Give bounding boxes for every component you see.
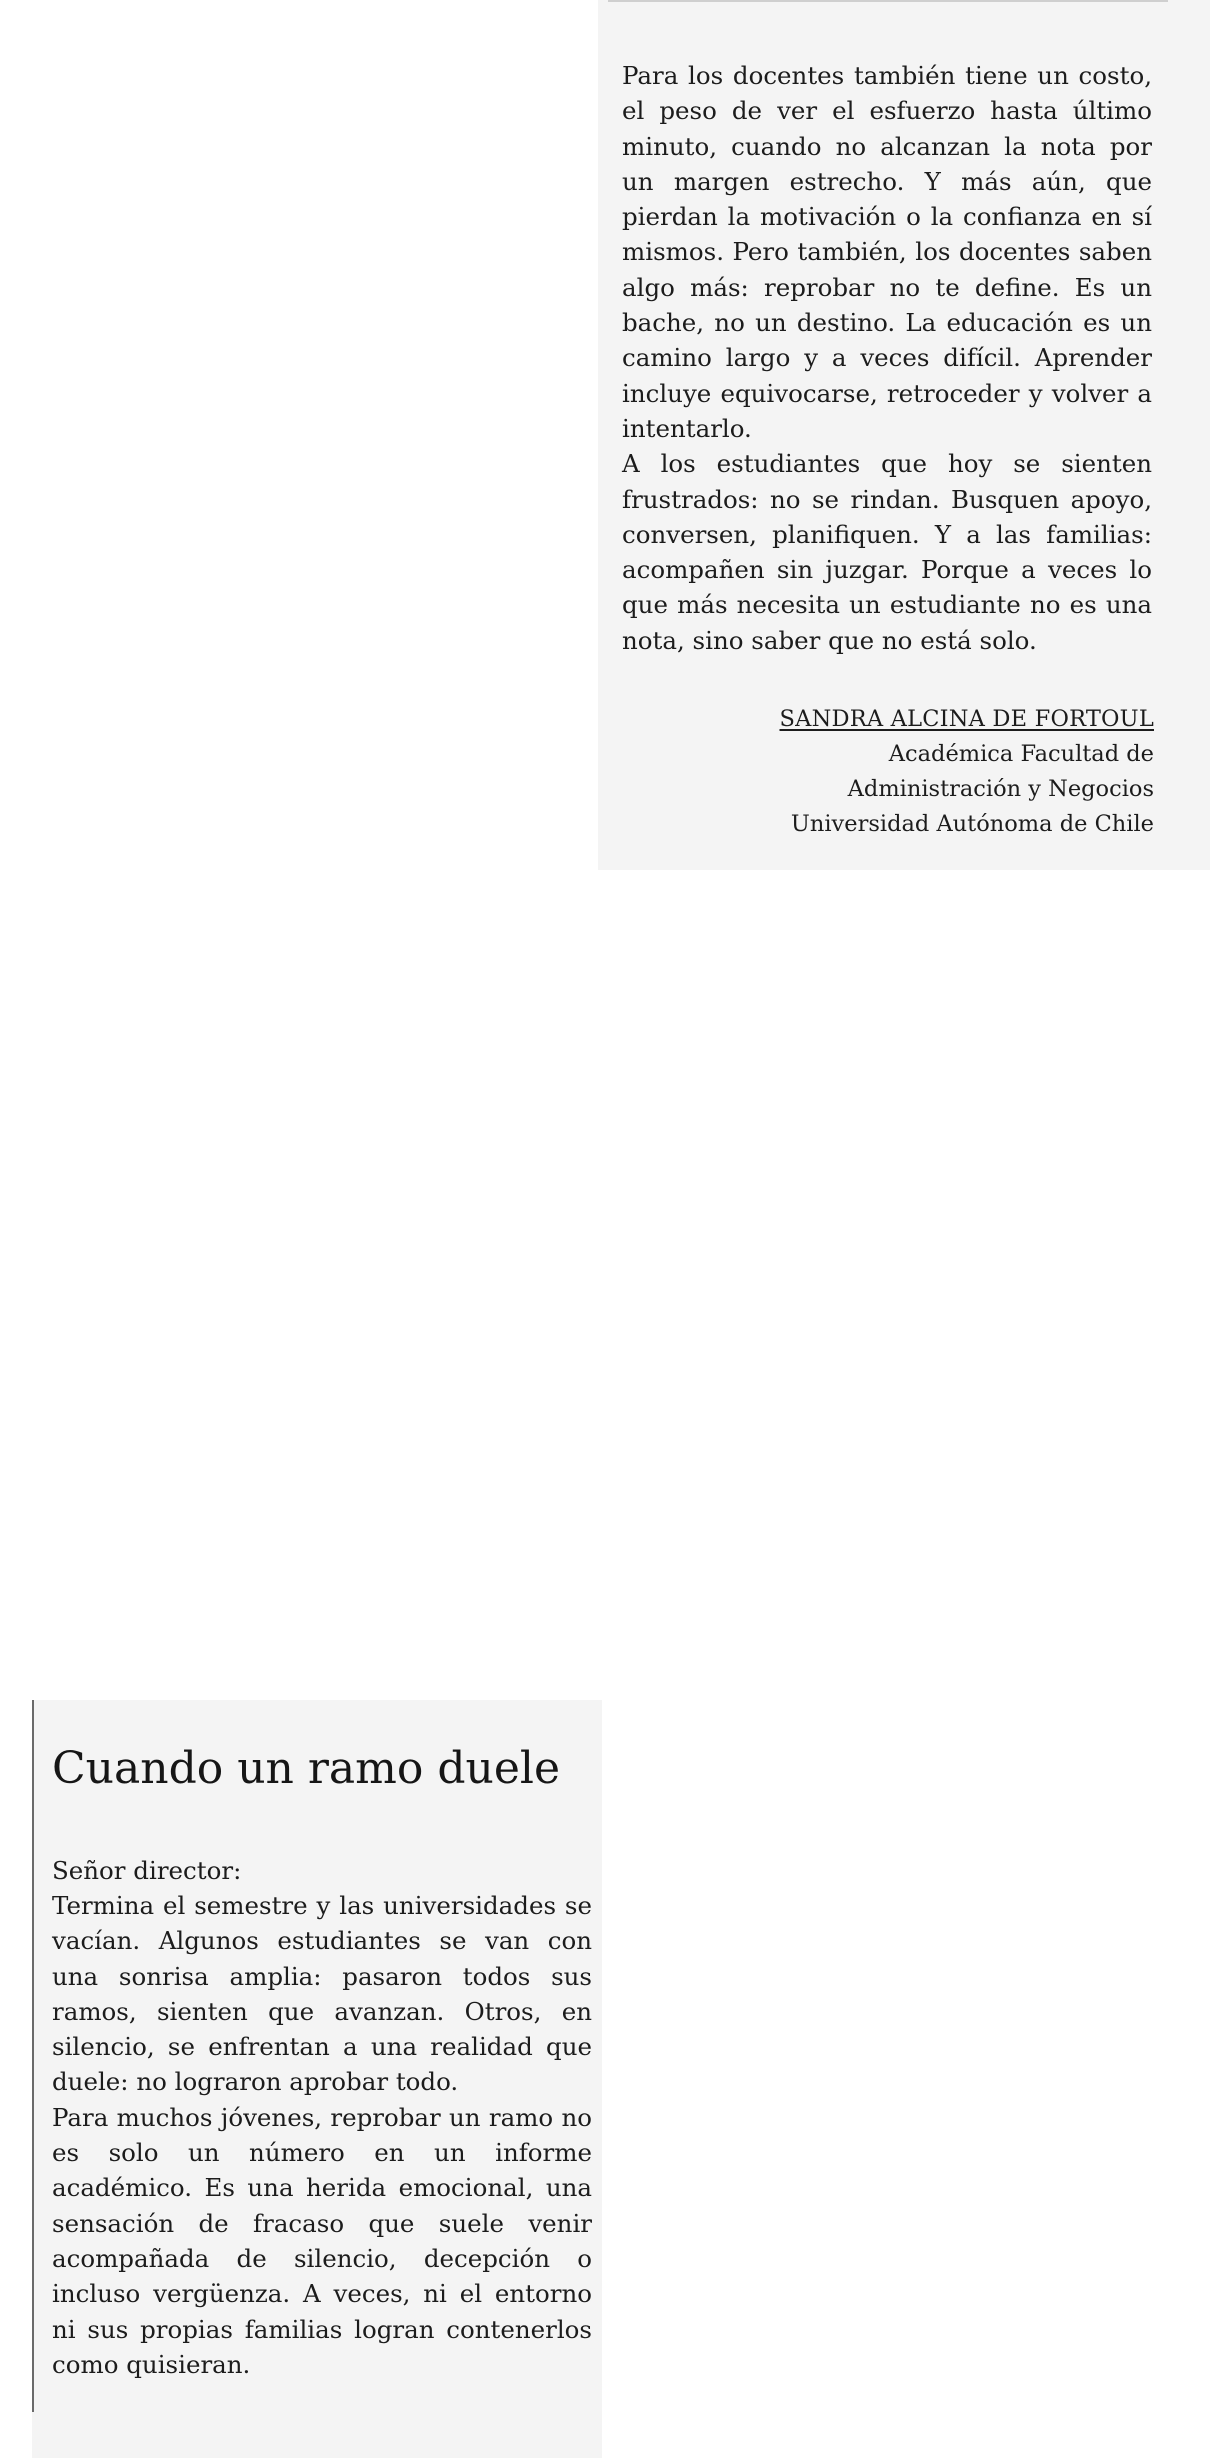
author-affiliation-line: Universidad Autónoma de Chile — [790, 811, 1154, 837]
letter-paragraph: Termina el semestre y las universidades se vacían. Algunos estudiantes se van con una sonrisa amplia: pasaron todos sus ramos, sienten que avanzan. Otros, en silencio, se enfrentan a una realidad que duele: no lograron aprobar todo. — [52, 1891, 592, 2097]
letter-headline: Cuando un ramo duele — [52, 1743, 560, 1794]
letter-body — [52, 1888, 592, 2382]
letter-paragraph: Para muchos jóvenes, reprobar un ramo no es solo un número en un informe académico. Es una herida emocional, una sensación de fracaso que suele venir acompañada de silencio, decepción o incluso vergüenza. A veces, ni el entorno ni sus propias familias logran contenerlos como quisieran. — [52, 2102, 592, 2379]
continuation-paragraph: Para los docentes también tiene un costo, el peso de ver el esfuerzo hasta último minuto, cuando no alcanzan la nota por un margen estrecho. Y más aún, que pierdan la motivación o la confianza en sí mismos. Pero también, los docentes saben algo más: reprobar no te define. Es un bache, no un destino. La educación es un camino largo y a veces difícil. Aprender incluye equivocarse, retroceder y volver a intentarlo. — [622, 61, 1152, 443]
letter-start-clipping — [32, 1700, 602, 2458]
author-affiliation-line: Administración y Negocios — [847, 776, 1154, 802]
author-signature-block — [780, 702, 1155, 842]
clipping-side-rule — [32, 1700, 34, 2412]
letter-continuation-clipping — [598, 0, 1210, 870]
letter-salutation: Señor director: — [52, 1856, 242, 1885]
author-affiliation-line: Académica Facultad de — [888, 741, 1154, 767]
clipping-top-rule — [608, 0, 1168, 2]
author-name: SANDRA ALCINA DE FORTOUL — [779, 706, 1154, 732]
continuation-paragraph: A los estudiantes que hoy se sienten frustrados: no se rindan. Busquen apoyo, conversen, planifiquen. Y a las familias: acompañen sin juzgar. Porque a veces lo que más necesita un estudiante no es una nota, sino saber que no está solo. — [622, 449, 1152, 655]
continuation-body — [622, 58, 1152, 658]
